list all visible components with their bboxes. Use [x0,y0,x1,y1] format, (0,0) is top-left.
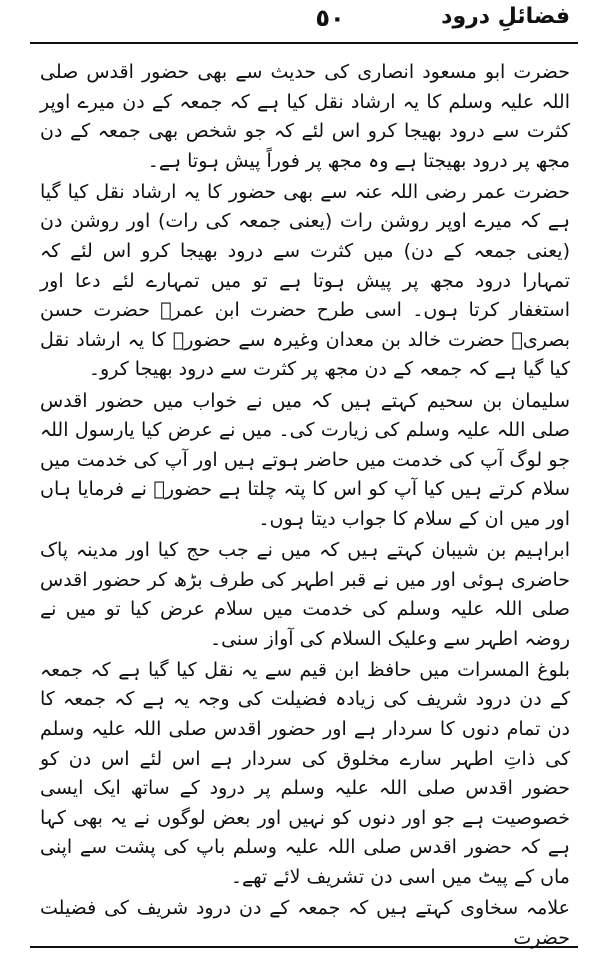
paragraph-4: ابراہیم بن شیبان کہتے ہیں کہ میں نے جب حج کیا اور مدینہ پاک حاضری ہوئی اور میں نے قبر اطہر کی طرف بڑھ کر حضور اقدس صلی اللہ علیہ وسلم کی خدمت میں سلام عرض کیا تو میں نے روضہ اطہر سے وعلیک السلام کی آواز سنی۔ [40,539,570,650]
page-header [30,0,576,40]
paragraph-3: سلیمان بن سحیم کہتے ہیں کہ میں نے خواب میں حضور اقدس صلی اللہ علیہ وسلم کی زیارت کی۔ میں نے عرض کیا یارسول اللہ جو لوگ آپ کی خدمت میں حاضر ہوتے ہیں اور آپ کی خدمت میں سلام کرتے ہیں کیا آپ کو اس کا پتہ چلتا ہے حضورؐ نے فرمایا ہاں اور میں ان کے سلام کا جواب دیتا ہوں۔ [40,389,570,530]
page-number: ٥٠ [315,4,345,32]
body-text [40,58,570,955]
header-rule [30,42,578,44]
footer-rule [30,946,578,948]
running-title: فضائلِ درود [441,4,570,29]
paragraph-1: حضرت ابو مسعود انصاری کی حدیث سے بھی حضور اقدس صلی اللہ علیہ وسلم کا یہ ارشاد نقل کیا ہے کہ جمعہ کے دن میرے اوپر کثرت سے درود بھیجا کرو اس لئے کہ جو شخص بھی جمعہ کے دن مجھ پر درود بھیجتا ہے وہ مجھ پر فوراً پیش ہوتا ہے۔ [40,61,570,172]
paragraph-6: علامہ سخاوی کہتے ہیں کہ جمعہ کے دن درود شریف کی فضیلت حضرت [40,897,570,949]
paragraph-5: بلوغ المسرات میں حافظ ابن قیم سے یہ نقل کیا گیا ہے کہ جمعہ کے دن درود شریف کی زیادہ فضیلت کی وجہ یہ ہے کہ جمعہ کا دن تمام دنوں کا سردار ہے اور حضور اقدس صلی اللہ علیہ وسلم کی ذاتِ اطہر سارے مخلوق کی سردار ہے اس لئے اس دن کو حضور اقدس صلی اللہ علیہ وسلم پر درود کے ساتھ ایک ایسی خصوصیت ہے جو اور دنوں کو نہیں اور بعض لوگوں نے یہ بھی کہا ہے کہ حضور اقدس صلی اللہ علیہ وسلم باپ کی پشت سے اپنی ماں کے پیٹ میں اسی دن تشریف لائے تھے۔ [40,658,570,889]
paragraph-2: حضرت عمر رضی اللہ عنہ سے بھی حضور کا یہ ارشاد نقل کیا گیا ہے کہ میرے اوپر روشن رات (یعنی جمعہ کی رات) اور روشن دن (یعنی جمعہ کے دن) میں کثرت سے درود بھیجا کرو اس لئے کہ تمہارا درود مجھ پر پیش ہوتا ہے تو میں تمہارے لئے دعا اور استغفار کرتا ہوں۔ اسی طرح حضرت ابن عمرؓ حضرت حسن بصریؒ حضرت خالد بن معدان وغیرہ سے حضورؐ کا یہ ارشاد نقل کیا گیا ہے کہ جمعہ کے دن مجھ پر کثرت سے درود بھیجا کرو۔ [40,180,570,381]
